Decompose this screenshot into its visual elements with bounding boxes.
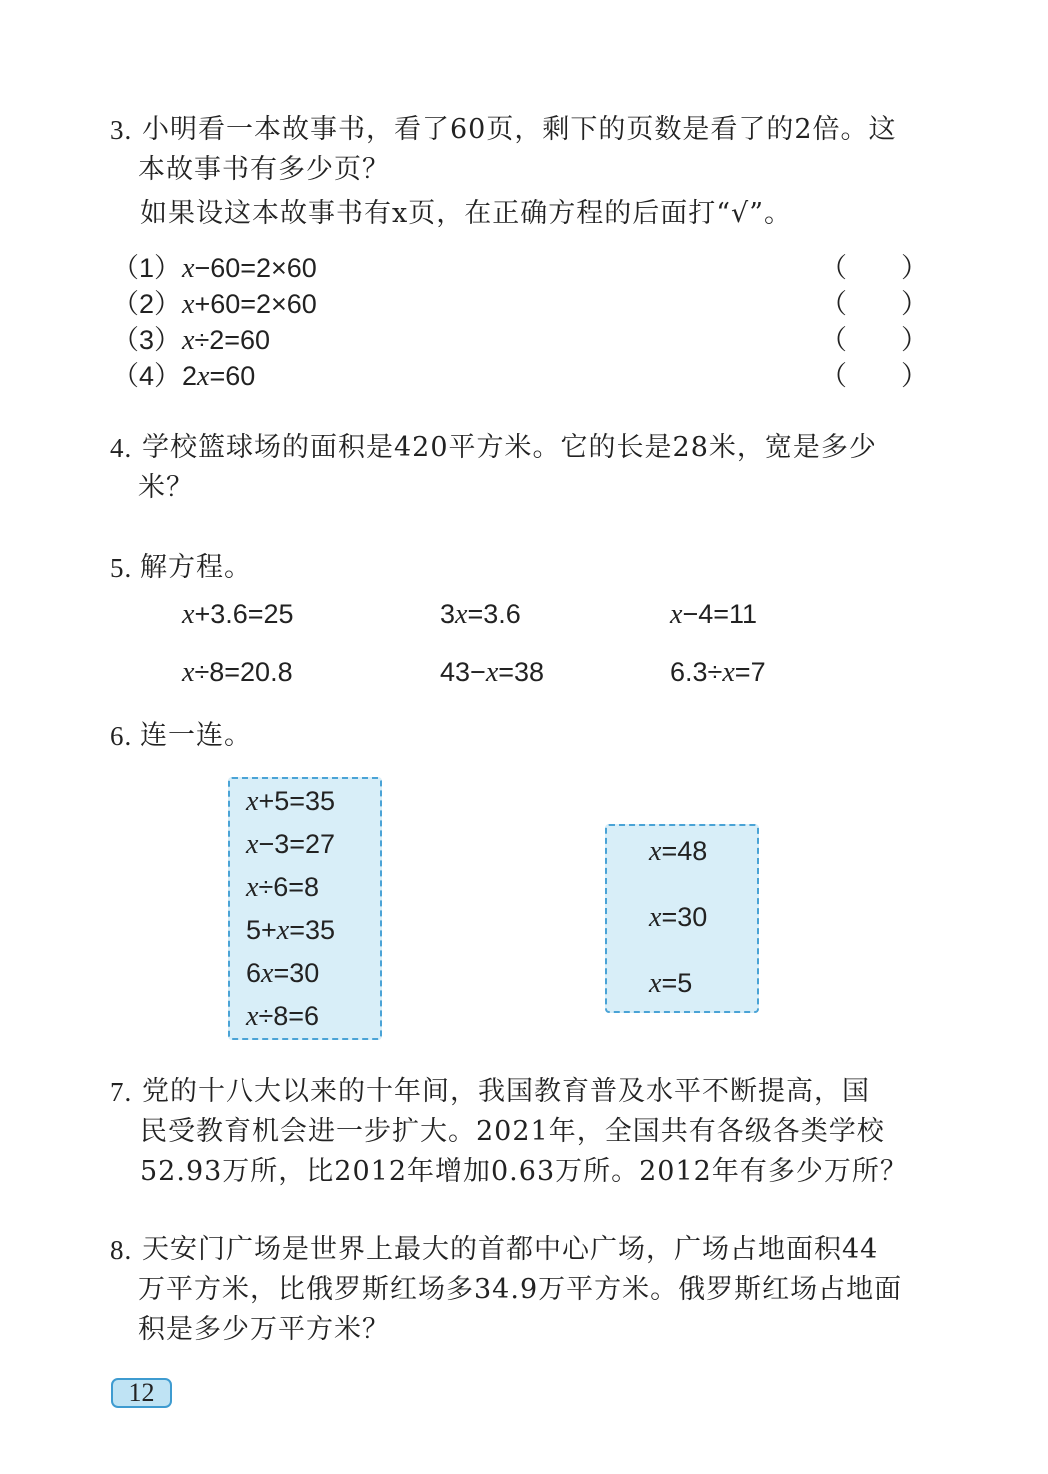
answer-blank[interactable]: （ ） bbox=[820, 289, 928, 319]
match-left-item[interactable]: x÷6=8 bbox=[246, 872, 320, 903]
q4-number: 4. bbox=[110, 433, 133, 463]
q3-option-label: （4） bbox=[112, 361, 182, 391]
q3-option-label: （2） bbox=[112, 289, 182, 319]
page-number: 12 bbox=[128, 1378, 155, 1407]
answer-blank[interactable]: （ ） bbox=[820, 325, 928, 355]
q7-line-3: 52.93万所，比2012年增加0.63万所。2012年有多少万所？ bbox=[140, 1156, 908, 1187]
q5-equation: x+3.6=25 bbox=[182, 599, 294, 630]
match-left-item[interactable]: x−3=27 bbox=[246, 829, 336, 860]
q5-equation: x÷8=20.8 bbox=[182, 657, 293, 688]
q3-option-label: （1） bbox=[112, 253, 182, 283]
q7-line-1: 党的十八大以来的十年间，我国教育普及水平不断提高，国 bbox=[142, 1076, 870, 1107]
match-right-item[interactable]: x=48 bbox=[649, 836, 708, 867]
answer-blank[interactable]: （ ） bbox=[820, 361, 928, 391]
q3-option-equation: x+60=2×60 bbox=[182, 289, 317, 320]
right-answer-box bbox=[605, 824, 759, 1013]
q5-number: 5. bbox=[110, 553, 133, 583]
q7-line-2: 民受教育机会进一步扩大。2021年，全国共有各级各类学校 bbox=[140, 1116, 885, 1147]
page-number-badge bbox=[111, 1378, 172, 1408]
q6-number: 6. bbox=[110, 721, 133, 751]
q8-line-1: 天安门广场是世界上最大的首都中心广场，广场占地面积44 bbox=[142, 1234, 879, 1265]
q3-option-equation: x−60=2×60 bbox=[182, 253, 317, 284]
match-left-item[interactable]: x+5=35 bbox=[246, 786, 336, 817]
match-right-item[interactable]: x=30 bbox=[649, 902, 708, 933]
q5-equation: x−4=11 bbox=[670, 599, 758, 630]
match-left-item[interactable]: 6x=30 bbox=[246, 958, 320, 989]
q5-equation: 43−x=38 bbox=[440, 657, 545, 688]
q8-line-2: 万平方米，比俄罗斯红场多34.9万平方米。俄罗斯红场占地面 bbox=[138, 1274, 903, 1305]
q3-number: 3. bbox=[110, 115, 133, 145]
q3-line-2: 本故事书有多少页？ bbox=[138, 154, 390, 185]
q8-line-3: 积是多少万平方米？ bbox=[138, 1314, 390, 1345]
q3-option-label: （3） bbox=[112, 325, 182, 355]
q3-option-equation: 2x=60 bbox=[182, 361, 256, 392]
q5-equation: 6.3÷x=7 bbox=[670, 657, 766, 688]
q4-line-2: 米？ bbox=[138, 472, 194, 503]
q3-option-equation: x÷2=60 bbox=[182, 325, 271, 356]
q4-line-1: 学校篮球场的面积是420平方米。它的长是28米，宽是多少 bbox=[142, 432, 877, 463]
match-left-item[interactable]: x÷8=6 bbox=[246, 1001, 320, 1032]
answer-blank[interactable]: （ ） bbox=[820, 253, 928, 283]
q6-title: 连一连。 bbox=[140, 720, 252, 751]
left-equation-box bbox=[228, 777, 382, 1040]
q5-title: 解方程。 bbox=[140, 552, 252, 583]
q3-line-1: 小明看一本故事书，看了60页，剩下的页数是看了的2倍。这 bbox=[142, 114, 897, 145]
match-right-item[interactable]: x=5 bbox=[649, 968, 693, 999]
q8-number: 8. bbox=[110, 1235, 133, 1265]
q5-equation: 3x=3.6 bbox=[440, 599, 521, 630]
q3-line-3: 如果设这本故事书有x页，在正确方程的后面打“√”。 bbox=[140, 198, 793, 229]
q7-number: 7. bbox=[110, 1077, 133, 1107]
match-left-item[interactable]: 5+x=35 bbox=[246, 915, 336, 946]
